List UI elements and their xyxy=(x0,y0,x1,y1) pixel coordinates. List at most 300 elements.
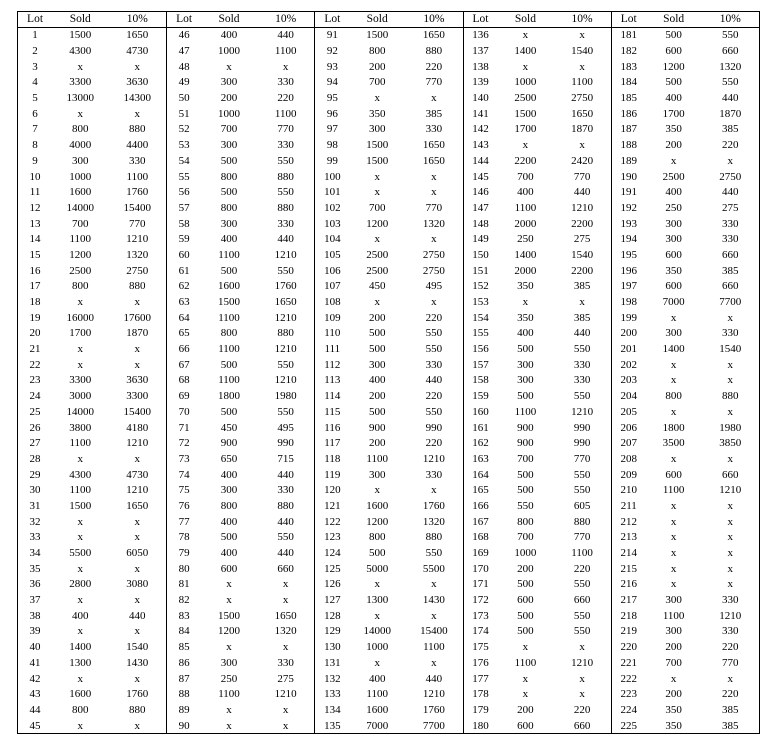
sold-value: 1700 xyxy=(69,327,92,340)
sold-value: 7000 xyxy=(662,296,685,309)
table-row xyxy=(18,138,166,154)
ten-percent-value: 660 xyxy=(722,280,739,293)
table-row xyxy=(315,28,462,44)
table-row xyxy=(18,75,166,91)
lot-number: 36 xyxy=(29,578,41,591)
table-row xyxy=(464,671,611,687)
lot-number: 85 xyxy=(178,641,190,654)
sold-value: 1500 xyxy=(218,609,240,622)
table-row xyxy=(612,91,759,107)
table-row xyxy=(18,389,166,405)
lot-number: 80 xyxy=(178,562,190,575)
lot-number: 2 xyxy=(32,45,38,58)
table-row xyxy=(315,640,462,656)
ten-percent-value: 14300 xyxy=(123,92,152,105)
lot-header: Lot xyxy=(324,12,341,25)
ten-percent-value: 4180 xyxy=(126,421,149,434)
table-row xyxy=(612,169,759,185)
ten-percent-value: 1320 xyxy=(719,60,742,73)
ten-percent-value: 770 xyxy=(573,531,591,544)
lot-number: 84 xyxy=(178,625,190,638)
sold-value: 500 xyxy=(517,468,534,481)
lot-number: 103 xyxy=(324,217,341,230)
lot-number: 205 xyxy=(620,405,637,418)
ten-percent-value: 440 xyxy=(425,672,443,685)
ten-percent-value: x xyxy=(727,358,734,371)
sold-value: 1000 xyxy=(69,170,92,183)
lot-number: 157 xyxy=(472,358,489,371)
lot-number: 53 xyxy=(178,139,190,152)
ten-percent-value: x xyxy=(727,499,734,512)
lot-number: 43 xyxy=(29,688,41,701)
lot-number: 132 xyxy=(324,672,341,685)
sold-value: 1700 xyxy=(514,123,537,136)
table-row xyxy=(18,452,166,468)
lot-number: 182 xyxy=(620,45,637,58)
table-row xyxy=(315,232,462,248)
ten-percent-value: 2750 xyxy=(719,170,742,183)
table-row xyxy=(464,561,611,577)
table-row xyxy=(464,514,611,530)
ten-percent-value: x xyxy=(431,233,437,246)
table-row xyxy=(464,59,611,75)
ten-percent-value: 385 xyxy=(722,264,739,277)
table-row xyxy=(464,483,611,499)
lot-number: 224 xyxy=(620,703,637,716)
lot-number: 46 xyxy=(178,29,190,42)
table-row xyxy=(18,561,166,577)
ten-percent-value: x xyxy=(727,547,734,560)
lot-number: 126 xyxy=(324,578,341,591)
table-row xyxy=(612,59,759,75)
table-row xyxy=(612,75,759,91)
ten-percent-value: x xyxy=(282,578,289,591)
table-row xyxy=(612,687,759,703)
ten-percent-value: 440 xyxy=(722,186,739,199)
ten-percent-value: x xyxy=(134,60,141,73)
table-row xyxy=(18,59,166,75)
lot-header: Lot xyxy=(27,12,44,25)
sold-value: x xyxy=(77,515,83,528)
sold-value: 5000 xyxy=(366,562,389,575)
sold-value: 1100 xyxy=(218,374,240,387)
table-row xyxy=(464,593,611,609)
table-row xyxy=(464,295,611,311)
table-row xyxy=(18,232,166,248)
table-row xyxy=(612,122,759,138)
sold-value: x xyxy=(670,562,677,575)
lot-number: 176 xyxy=(472,656,489,669)
sold-value: 350 xyxy=(368,107,386,120)
ten-percent-value: 1980 xyxy=(719,421,742,434)
lot-number: 168 xyxy=(472,531,489,544)
table-row xyxy=(464,389,611,405)
sold-value: x xyxy=(226,719,232,732)
ten-percent-value: x xyxy=(579,641,585,654)
lot-number: 136 xyxy=(472,29,489,42)
lot-number: 105 xyxy=(324,248,341,261)
lot-number: 202 xyxy=(620,358,637,371)
sold-value: 1100 xyxy=(514,405,537,418)
table-row xyxy=(167,357,314,373)
table-row xyxy=(612,279,759,295)
ten-percent-value: 275 xyxy=(277,672,294,685)
lot-number: 94 xyxy=(326,76,338,89)
lot-number: 167 xyxy=(472,515,489,528)
sold-value: 500 xyxy=(368,405,386,418)
lot-number: 217 xyxy=(620,594,637,607)
table-row xyxy=(167,75,314,91)
lot-number: 166 xyxy=(472,499,489,512)
sold-value: 1100 xyxy=(69,233,92,246)
table-row xyxy=(612,577,759,593)
table-row xyxy=(167,248,314,264)
ten-percent-value: 880 xyxy=(722,390,739,403)
lot-number: 220 xyxy=(620,641,637,654)
lot-number: 47 xyxy=(178,45,190,58)
sold-value: 2200 xyxy=(514,154,537,167)
sold-value: x xyxy=(374,578,380,591)
lot-number: 50 xyxy=(178,92,190,105)
lot-number: 60 xyxy=(178,248,190,261)
sold-value: 1100 xyxy=(514,201,537,214)
table-row xyxy=(18,687,166,703)
lot-number: 171 xyxy=(472,578,489,591)
lot-number: 104 xyxy=(324,233,341,246)
sold-value: 14000 xyxy=(66,405,94,418)
lot-number: 114 xyxy=(324,390,341,403)
table-row xyxy=(315,514,462,530)
lot-number: 102 xyxy=(324,201,341,214)
table-row xyxy=(167,671,314,687)
ten-percent-value: 1210 xyxy=(274,311,297,324)
table-row xyxy=(167,326,314,342)
table-row xyxy=(18,44,166,60)
sold-value: 450 xyxy=(220,421,238,434)
lot-number: 38 xyxy=(29,609,41,622)
table-row xyxy=(315,326,462,342)
sold-value: 14000 xyxy=(66,201,94,214)
ten-percent-value: 660 xyxy=(573,719,591,732)
lot-number: 74 xyxy=(178,468,190,481)
ten-percent-value: 880 xyxy=(129,123,146,136)
table-row xyxy=(18,185,166,201)
ten-percent-value: 1100 xyxy=(274,107,297,120)
lot-number: 26 xyxy=(29,421,41,434)
sold-value: 300 xyxy=(368,468,386,481)
lot-number: 148 xyxy=(472,217,489,230)
table-row xyxy=(167,44,314,60)
ten-percent-value: 440 xyxy=(573,186,591,199)
sold-value: 200 xyxy=(665,139,682,152)
sold-value: 1700 xyxy=(662,107,685,120)
lot-number: 33 xyxy=(29,531,41,544)
table-row xyxy=(464,185,611,201)
ten-percent-value: 550 xyxy=(573,484,591,497)
table-row xyxy=(315,530,462,546)
ten-percent-value: 1210 xyxy=(719,484,742,497)
ten-percent-value: 715 xyxy=(277,452,294,465)
table-row xyxy=(315,593,462,609)
sold-value: 400 xyxy=(220,233,238,246)
sold-header: Sold xyxy=(69,12,91,25)
ten-percent-value: 1320 xyxy=(422,515,445,528)
lot-number: 119 xyxy=(324,468,341,481)
table-row xyxy=(167,546,314,562)
sold-value: 700 xyxy=(368,201,386,214)
lot-number: 78 xyxy=(178,531,190,544)
table-row xyxy=(464,640,611,656)
lot-number: 201 xyxy=(620,343,637,356)
ten-percent-value: 330 xyxy=(573,374,591,387)
ten-percent-value: 1210 xyxy=(719,609,742,622)
lot-number: 1 xyxy=(32,29,38,42)
table-row xyxy=(464,436,611,452)
sold-value: 200 xyxy=(665,688,682,701)
table-row xyxy=(315,624,462,640)
ten-percent-value: 550 xyxy=(573,609,591,622)
lot-number: 185 xyxy=(620,92,637,105)
table-row xyxy=(612,263,759,279)
ten-percent-value: 6050 xyxy=(126,547,149,560)
lot-number: 129 xyxy=(324,625,341,638)
table-row xyxy=(315,373,462,389)
table-row xyxy=(315,703,462,719)
lot-number: 48 xyxy=(178,60,190,73)
ten-percent-value: 3080 xyxy=(126,578,149,591)
lot-number: 14 xyxy=(29,233,41,246)
table-row xyxy=(464,232,611,248)
ten-percent-value: 880 xyxy=(277,201,294,214)
lot-number: 42 xyxy=(29,672,41,685)
sold-value: 1100 xyxy=(69,437,92,450)
ten-percent-value: 4400 xyxy=(126,139,149,152)
ten-percent-value: 1650 xyxy=(571,107,594,120)
sold-value: 600 xyxy=(665,280,682,293)
sold-value: 600 xyxy=(665,45,682,58)
ten-percent-value: 15400 xyxy=(123,201,152,214)
sold-value: 250 xyxy=(220,672,238,685)
table-row xyxy=(18,624,166,640)
ten-percent-value: 1540 xyxy=(719,343,742,356)
table-row xyxy=(18,373,166,389)
table-row xyxy=(315,671,462,687)
ten-percent-value: 990 xyxy=(573,437,591,450)
lot-number: 147 xyxy=(472,201,489,214)
ten-percent-value: 275 xyxy=(573,233,591,246)
ten-percent-header: 10% xyxy=(719,12,741,25)
lot-number: 186 xyxy=(620,107,637,120)
sold-value: 3300 xyxy=(69,374,92,387)
sold-value: 800 xyxy=(220,201,238,214)
ten-percent-value: 220 xyxy=(425,60,443,73)
ten-percent-value: 1100 xyxy=(274,45,297,58)
table-row xyxy=(464,452,611,468)
lot-number: 188 xyxy=(620,139,637,152)
lot-number: 146 xyxy=(472,186,489,199)
table-row xyxy=(464,44,611,60)
sold-value: 400 xyxy=(368,374,386,387)
sold-value: 1000 xyxy=(366,641,389,654)
lot-number: 139 xyxy=(472,76,489,89)
lot-number: 203 xyxy=(620,374,637,387)
sold-value: 500 xyxy=(368,327,386,340)
sold-value: 3800 xyxy=(69,421,92,434)
lot-number: 87 xyxy=(178,672,190,685)
sold-value: x xyxy=(77,672,83,685)
sold-value: 500 xyxy=(517,343,534,356)
ten-percent-value: 1760 xyxy=(126,688,149,701)
lot-number: 213 xyxy=(620,531,637,544)
sold-value: 1100 xyxy=(366,688,388,701)
ten-percent-value: 1100 xyxy=(571,547,593,560)
sold-value: 800 xyxy=(517,515,534,528)
lot-number: 218 xyxy=(620,609,637,622)
sold-value: 500 xyxy=(665,76,682,89)
ten-percent-value: 495 xyxy=(277,421,294,434)
sold-value: 500 xyxy=(517,625,534,638)
header-row xyxy=(612,12,759,28)
table-row xyxy=(315,248,462,264)
ten-percent-value: 880 xyxy=(425,45,443,58)
sold-value: 400 xyxy=(220,515,238,528)
sold-value: 2500 xyxy=(514,92,537,105)
lot-number: 143 xyxy=(472,139,489,152)
sold-value: 300 xyxy=(665,327,682,340)
sold-value: 700 xyxy=(517,452,534,465)
sold-value: 300 xyxy=(220,656,238,669)
sold-value: 300 xyxy=(665,233,682,246)
header-row xyxy=(315,12,462,28)
sold-value: 800 xyxy=(71,280,89,293)
sold-value: 500 xyxy=(220,186,238,199)
sold-value: 1100 xyxy=(366,452,388,465)
table-row xyxy=(612,232,759,248)
sold-value: 350 xyxy=(517,311,534,324)
table-row xyxy=(315,467,462,483)
table-row xyxy=(315,91,462,107)
ten-percent-value: 440 xyxy=(722,92,739,105)
table-row xyxy=(315,310,462,326)
sold-value: 300 xyxy=(665,625,682,638)
sold-value: x xyxy=(77,594,83,607)
ten-percent-value: 1540 xyxy=(126,641,149,654)
table-row xyxy=(315,185,462,201)
sold-value: 2500 xyxy=(662,170,685,183)
ten-percent-value: 880 xyxy=(277,170,294,183)
lot-number: 215 xyxy=(620,562,637,575)
table-row xyxy=(464,169,611,185)
sold-value: 400 xyxy=(71,609,89,622)
table-row xyxy=(464,28,611,44)
ten-percent-value: 990 xyxy=(277,437,294,450)
sold-value: x xyxy=(670,547,677,560)
table-row xyxy=(18,122,166,138)
ten-percent-value: x xyxy=(579,29,585,42)
ten-percent-value: 275 xyxy=(722,201,739,214)
lot-number: 72 xyxy=(178,437,190,450)
lot-number: 117 xyxy=(324,437,341,450)
table-row xyxy=(18,357,166,373)
ten-percent-value: 220 xyxy=(722,139,739,152)
table-row xyxy=(315,405,462,421)
lot-number: 154 xyxy=(472,311,489,324)
ten-percent-value: 880 xyxy=(277,499,294,512)
ten-percent-value: 220 xyxy=(425,437,443,450)
ten-percent-value: x xyxy=(579,672,585,685)
table-row xyxy=(464,624,611,640)
ten-percent-value: 1210 xyxy=(274,374,297,387)
sold-value: x xyxy=(374,170,380,183)
ten-percent-value: x xyxy=(134,296,141,309)
lot-number: 174 xyxy=(472,625,489,638)
lot-number: 222 xyxy=(620,672,637,685)
ten-percent-value: 440 xyxy=(277,29,294,42)
lot-number: 221 xyxy=(620,656,637,669)
sold-value: 600 xyxy=(517,594,534,607)
ten-percent-value: 1980 xyxy=(274,390,297,403)
lot-number: 40 xyxy=(29,641,41,654)
sold-value: 300 xyxy=(517,374,534,387)
sold-value: 1400 xyxy=(69,641,92,654)
table-row xyxy=(464,122,611,138)
ten-percent-value: 3630 xyxy=(126,374,149,387)
lot-number: 44 xyxy=(29,703,41,716)
sold-value: 3500 xyxy=(662,437,685,450)
sold-value: 500 xyxy=(517,609,534,622)
table-row xyxy=(315,201,462,217)
table-row xyxy=(315,295,462,311)
table-row xyxy=(612,106,759,122)
sold-value: 200 xyxy=(517,703,534,716)
sold-value: 550 xyxy=(517,499,534,512)
ten-percent-value: 550 xyxy=(573,343,591,356)
lot-number: 199 xyxy=(620,311,637,324)
sold-value: x xyxy=(522,688,529,701)
ten-percent-header: 10% xyxy=(423,12,445,25)
ten-percent-value: 880 xyxy=(277,327,294,340)
ten-percent-value: 385 xyxy=(722,123,739,136)
sold-value: 200 xyxy=(517,562,534,575)
table-row xyxy=(167,295,314,311)
table-row xyxy=(167,452,314,468)
table-row xyxy=(167,389,314,405)
lot-number: 106 xyxy=(324,264,341,277)
lot-number: 34 xyxy=(29,547,41,560)
ten-percent-value: 1210 xyxy=(274,248,297,261)
table-row xyxy=(464,326,611,342)
ten-percent-value: 1210 xyxy=(571,201,594,214)
ten-percent-value: 1210 xyxy=(126,233,149,246)
ten-percent-header: 10% xyxy=(571,12,593,25)
sold-value: 400 xyxy=(665,92,682,105)
sold-value: 2000 xyxy=(514,264,537,277)
sold-value: x xyxy=(670,405,677,418)
lot-number: 15 xyxy=(29,248,41,261)
sold-value: 400 xyxy=(220,468,238,481)
sold-value: 4300 xyxy=(69,45,92,58)
sold-value: 600 xyxy=(665,468,682,481)
lot-number: 118 xyxy=(324,452,341,465)
ten-percent-value: 990 xyxy=(425,421,443,434)
lot-number: 133 xyxy=(324,688,341,701)
table-row xyxy=(612,216,759,232)
table-row xyxy=(18,91,166,107)
ten-percent-value: 440 xyxy=(277,547,294,560)
lot-number: 153 xyxy=(472,296,489,309)
lot-number: 207 xyxy=(620,437,637,450)
ten-percent-value: 660 xyxy=(573,594,591,607)
